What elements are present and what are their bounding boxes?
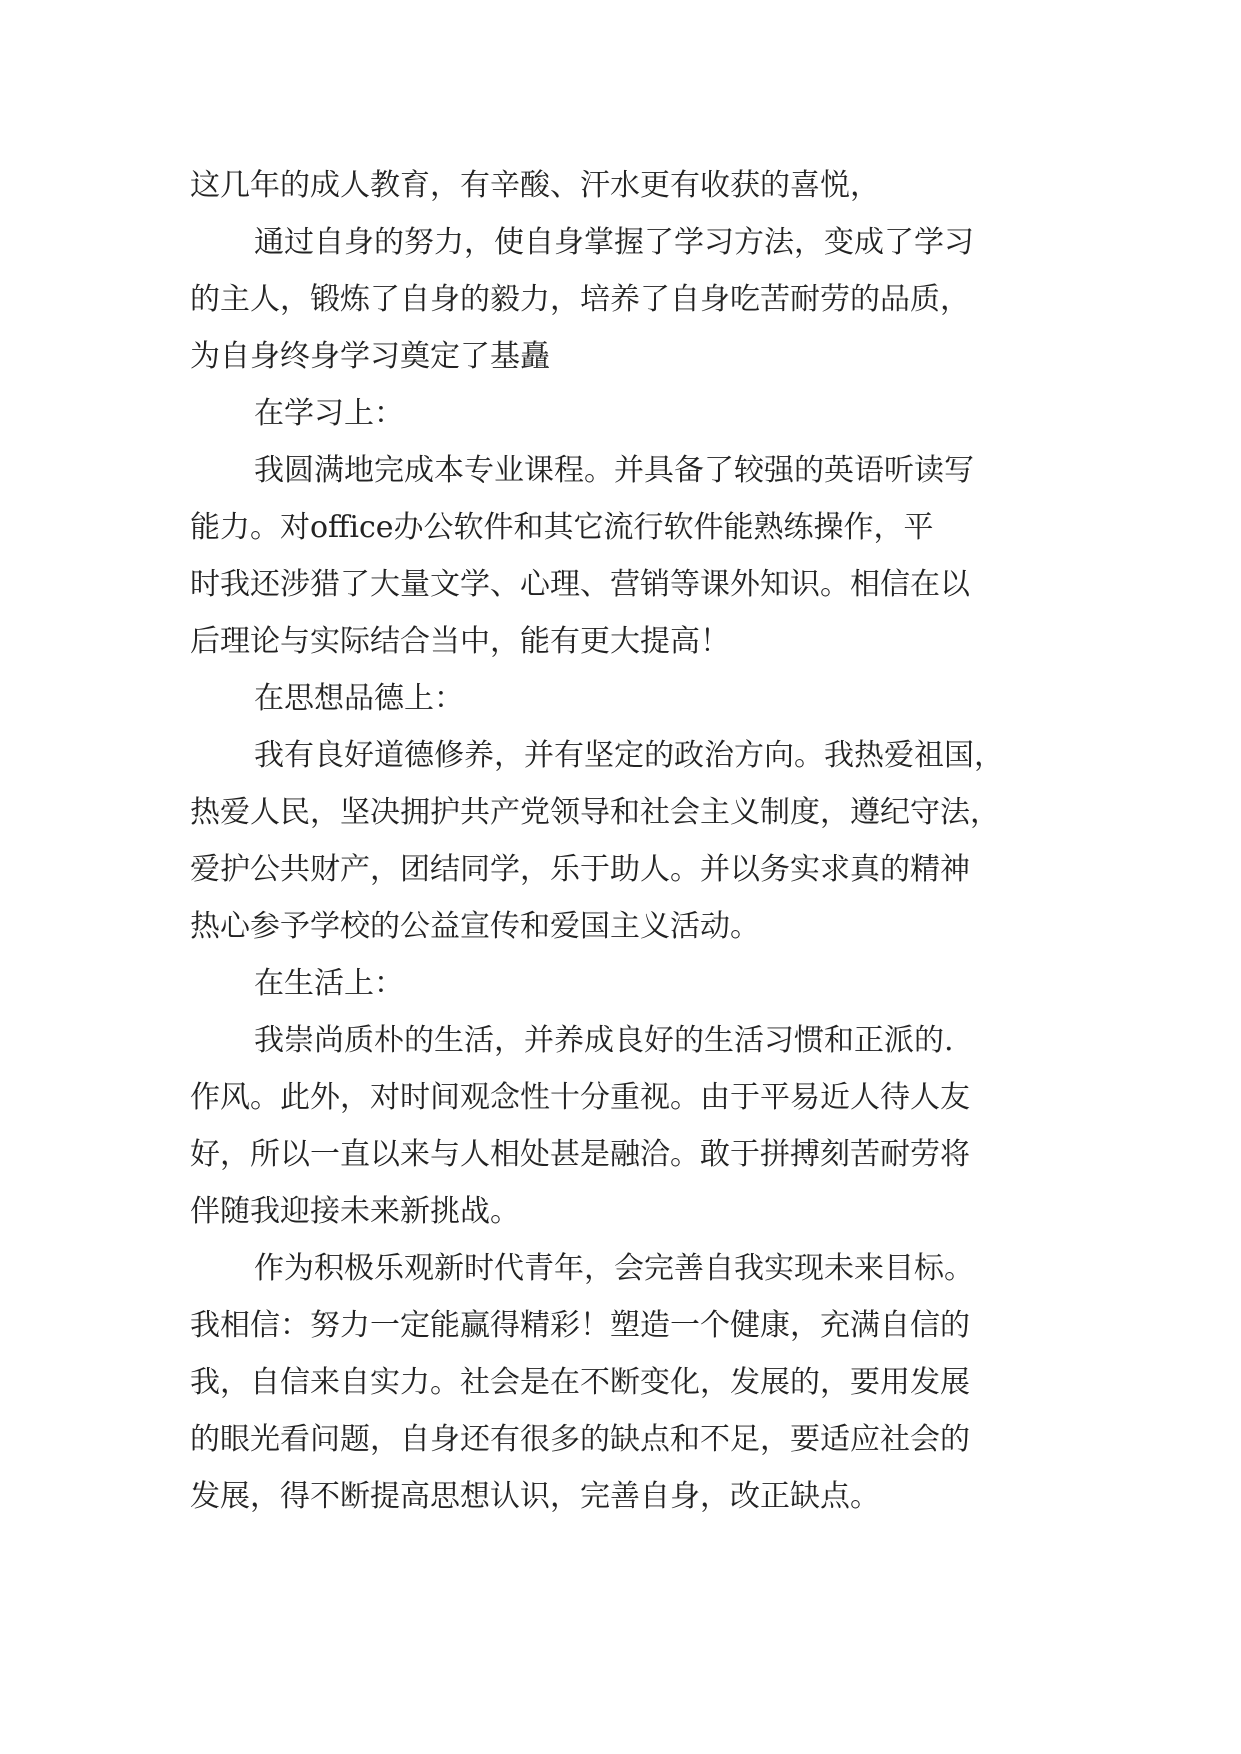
- text-line: 好，所以一直以来与人相处甚是融洽。敢于拼搏刻苦耐劳将: [190, 1137, 970, 1172]
- text-line: 我有良好道德修养，并有坚定的政治方向。我热爱祖国，: [254, 738, 1004, 773]
- section-heading: 在生活上：: [254, 966, 404, 1001]
- section-heading: 在学习上：: [254, 396, 404, 431]
- text-line: 我圆满地完成本专业课程。并具备了较强的英语听读写: [254, 453, 974, 488]
- section-heading: 在思想品德上：: [254, 681, 464, 716]
- text-line: 的主人，锻炼了自身的毅力，培养了自身吃苦耐劳的品质，: [190, 282, 970, 317]
- text-line: 伴随我迎接未来新挑战。: [190, 1194, 520, 1229]
- text-line: 我崇尚质朴的生活，并养成良好的生活习惯和正派的.: [254, 1023, 954, 1058]
- text-line: 后理论与实际结合当中，能有更大提高！: [190, 624, 730, 659]
- text-line: 为自身终身学习奠定了基矗: [190, 339, 550, 374]
- text-line: 能力。对office办公软件和其它流行软件能熟练操作，平: [190, 510, 934, 545]
- text-line: 的眼光看问题，自身还有很多的缺点和不足，要适应社会的: [190, 1422, 970, 1457]
- text-line: 我相信：努力一定能赢得精彩！塑造一个健康，充满自信的: [190, 1308, 970, 1343]
- text-line: 热爱人民，坚决拥护共产党领导和社会主义制度，遵纪守法，: [190, 795, 1000, 830]
- text-line: 爱护公共财产，团结同学，乐于助人。并以务实求真的精神: [190, 852, 970, 887]
- text-line: 我，自信来自实力。社会是在不断变化，发展的，要用发展: [190, 1365, 970, 1400]
- text-line: 作风。此外，对时间观念性十分重视。由于平易近人待人友: [190, 1080, 970, 1115]
- text-line: 作为积极乐观新时代青年，会完善自我实现未来目标。: [254, 1251, 974, 1286]
- text-line: 热心参予学校的公益宣传和爱国主义活动。: [190, 909, 760, 944]
- text-line: 这几年的成人教育，有辛酸、汗水更有收获的喜悦，: [190, 168, 880, 203]
- text-line: 时我还涉猎了大量文学、心理、营销等课外知识。相信在以: [190, 567, 970, 602]
- text-line: 发展，得不断提高思想认识，完善自身，改正缺点。: [190, 1479, 880, 1514]
- text-line: 通过自身的努力，使自身掌握了学习方法，变成了学习: [254, 225, 974, 260]
